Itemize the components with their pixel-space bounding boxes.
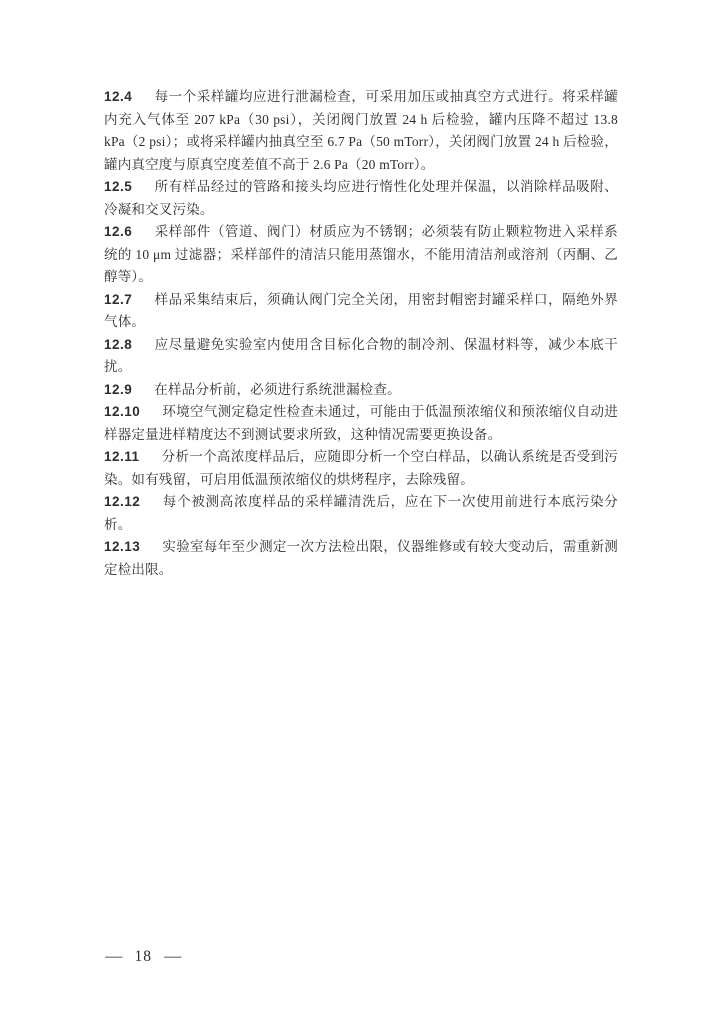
clause-text: 样品采集结束后，须确认阀门完全关闭，用密封帽密封罐采样口，隔绝外界气体。 bbox=[104, 291, 618, 329]
clause-text: 采样部件（管道、阀门）材质应为不锈钢；必须装有防止颗粒物进入采样系统的 10 μm 过滤器；采样部件的清洁只能用蒸馏水，不能用清洁剂或溶剂（丙酮、乙醇等）。 bbox=[104, 224, 618, 284]
clause-12-5 bbox=[104, 176, 618, 221]
clause-12-7 bbox=[104, 289, 618, 334]
clause-number: 12.4 bbox=[104, 89, 133, 104]
footer-page-number: 18 bbox=[134, 948, 152, 965]
clause-text: 所有样品经过的管路和接头均应进行惰性化处理并保温，以消除样品吸附、冷凝和交叉污染。 bbox=[104, 179, 618, 217]
document-body bbox=[104, 86, 618, 581]
clause-text: 实验室每年至少测定一次方法检出限，仪器维修或有较大变动后，需重新测定检出限。 bbox=[104, 539, 618, 577]
clause-12-11 bbox=[104, 446, 618, 491]
clause-number: 12.7 bbox=[104, 291, 133, 307]
clause-12-10 bbox=[104, 401, 618, 446]
clause-text: 在样品分析前，必须进行系统泄漏检查。 bbox=[154, 381, 401, 397]
footer-dash-left: — bbox=[105, 948, 123, 965]
clause-number: 12.5 bbox=[104, 179, 133, 194]
clause-12-8 bbox=[104, 334, 618, 379]
clause-number: 12.12 bbox=[104, 494, 141, 509]
clause-text: 每一个采样罐均应进行泄漏检查，可采用加压或抽真空方式进行。将采样罐内充入气体至 207 kPa（30 psi），关闭阀门放置 24 h 后检验，罐内压降不超过 13.8 kPa（2 psi）；或将采样罐内抽真空至 6.7 Pa（50 mTorr），关闭阀门放置 24 h 后检验，罐内真空度与原真空度差值不高于 2.6 Pa（20 mTorr）。 bbox=[104, 89, 618, 172]
page-footer bbox=[106, 948, 181, 966]
clause-number: 12.10 bbox=[104, 404, 141, 419]
clause-number: 12.9 bbox=[104, 381, 133, 397]
clause-text: 每个被测高浓度样品的采样罐清洗后，应在下一次使用前进行本底污染分析。 bbox=[104, 494, 618, 532]
clause-12-12 bbox=[104, 491, 618, 536]
clause-text: 分析一个高浓度样品后，应随即分析一个空白样品，以确认系统是否受到污染。如有残留，可启用低温预浓缩仪的烘烤程序，去除残留。 bbox=[104, 449, 618, 487]
clause-text: 应尽量避免实验室内使用含目标化合物的制冷剂、保温材料等，减少本底干扰。 bbox=[104, 336, 618, 374]
clause-12-9 bbox=[104, 379, 618, 402]
clause-12-4 bbox=[104, 86, 618, 176]
clause-12-13 bbox=[104, 536, 618, 581]
footer-dash-right: — bbox=[164, 948, 182, 965]
clause-12-6 bbox=[104, 221, 618, 289]
clause-number: 12.13 bbox=[104, 539, 141, 554]
clause-number: 12.6 bbox=[104, 224, 133, 239]
clause-text: 环境空气测定稳定性检查未通过，可能由于低温预浓缩仪和预浓缩仪自动进样器定量进样精度达不到测试要求所致，这种情况需要更换设备。 bbox=[104, 404, 618, 442]
clause-number: 12.11 bbox=[104, 449, 140, 464]
clause-number: 12.8 bbox=[104, 336, 133, 352]
